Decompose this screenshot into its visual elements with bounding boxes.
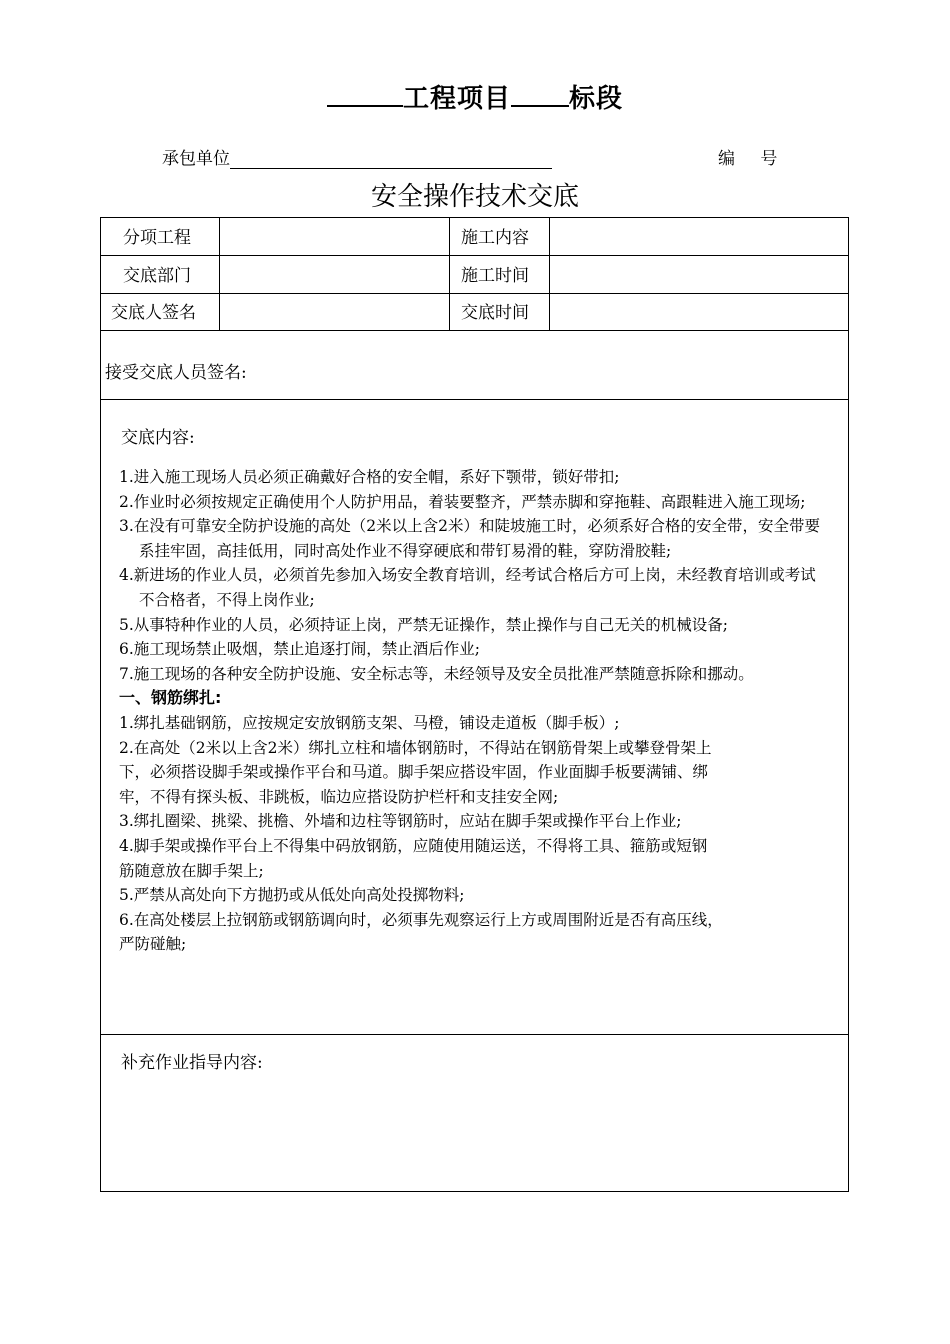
section-item: 下，必须搭设脚手架或操作平台和马道。脚手架应搭设牢固，作业面脚手板要满铺、绑 — [119, 763, 709, 782]
section-item: 2.在高处（2米以上含2米）绑扎立柱和墙体钢筋时，不得站在钢筋骨架上或攀登骨架上 — [119, 738, 712, 757]
supplement-label: 补充作业指导内容: — [121, 1053, 263, 1073]
department-field[interactable] — [221, 257, 447, 292]
general-item: 1.进入施工现场人员必须正确戴好合格的安全帽，系好下颚带，锁好带扣; — [119, 468, 620, 486]
general-item: 4.新进场的作业人员，必须首先参加入场安全教育培训，经考试合格后方可上岗，未经教育培训或考试不合格者，不得上岗作业; — [119, 566, 816, 609]
section-item: 5.严禁从高处向下方抛扔或从低处向高处投掷物料; — [119, 886, 465, 905]
row-divider — [101, 330, 848, 331]
disclosure-content — [119, 465, 831, 957]
project-name-blank[interactable] — [327, 83, 403, 107]
construction-content-field[interactable] — [551, 220, 847, 254]
receiver-signature-label: 接受交底人员签名: — [105, 363, 247, 383]
title-section: 标段 — [569, 84, 624, 114]
contractor-label: 承包单位 — [162, 149, 230, 169]
column-divider — [549, 218, 550, 330]
construction-time-field[interactable] — [551, 257, 847, 292]
section-item: 3.绑扎圈梁、挑梁、挑檐、外墙和边柱等钢筋时，应站在脚手架或操作平台上作业; — [119, 812, 682, 831]
general-item: 6.施工现场禁止吸烟，禁止追逐打闹，禁止酒后作业; — [119, 640, 481, 659]
section-item: 牢，不得有探头板、非跳板，临边应搭设防护栏杆和支挂安全网; — [119, 787, 559, 806]
subproject-field[interactable] — [221, 220, 447, 254]
department-label: 交底部门 — [123, 266, 191, 286]
section-name-blank[interactable] — [511, 83, 569, 107]
section-item: 4.脚手架或操作平台上不得集中码放钢筋，应随使用随运送，不得将工具、箍筋或短钢 — [119, 836, 708, 855]
document-subtitle: 安全操作技术交底 — [370, 182, 579, 212]
disclosure-time-label: 交底时间 — [461, 303, 529, 323]
discloser-signature-label: 交底人签名 — [111, 303, 196, 323]
construction-content-label: 施工内容 — [461, 228, 529, 248]
row-divider — [101, 1034, 848, 1035]
disclosure-time-field[interactable] — [551, 295, 847, 329]
section-heading: 一、钢筋绑扎: — [119, 688, 222, 708]
serial-number-label: 编 号 — [718, 149, 788, 169]
construction-time-label: 施工时间 — [461, 266, 529, 286]
column-divider — [449, 218, 450, 330]
disclosure-form — [100, 217, 849, 1192]
supplement-field[interactable] — [103, 1073, 846, 1189]
content-label: 交底内容: — [121, 428, 195, 448]
column-divider — [219, 218, 220, 330]
row-divider — [101, 293, 848, 294]
general-item: 7.施工现场的各种安全防护设施、安全标志等，未经领导及安全员批准严禁随意拆除和挪动。 — [119, 664, 754, 683]
section-item: 6.在高处楼层上拉钢筋或钢筋调向时，必须事先观察运行上方或周围附近是否有高压线， — [119, 910, 723, 929]
contractor-field[interactable] — [230, 150, 552, 169]
section-item: 筋随意放在脚手架上; — [119, 861, 264, 880]
row-divider — [101, 255, 848, 256]
row-divider — [101, 399, 848, 400]
general-item: 2.作业时必须按规定正确使用个人防护用品，着装要整齐，严禁赤脚和穿拖鞋、高跟鞋进入施工现场; — [119, 492, 806, 511]
general-item: 3.在没有可靠安全防护设施的高处（2米以上含2米）和陡坡施工时，必须系好合格的安全带，安全带要系挂牢固，高挂低用，同时高处作业不得穿硬底和带钉易滑的鞋，穿防滑胶鞋; — [119, 517, 821, 560]
general-item: 5.从事特种作业的人员，必须持证上岗，严禁无证操作，禁止操作与自己无关的机械设备; — [119, 615, 729, 634]
title-project: 工程项目 — [402, 84, 511, 114]
document-title — [0, 78, 950, 115]
subproject-label: 分项工程 — [123, 228, 191, 248]
section-item: 1.绑扎基础钢筋，应按规定安放钢筋支架、马橙，铺设走道板（脚手板）; — [119, 713, 620, 732]
discloser-signature-field[interactable] — [221, 295, 447, 329]
section-item: 严防碰触; — [119, 935, 187, 954]
contractor-row — [162, 144, 552, 169]
